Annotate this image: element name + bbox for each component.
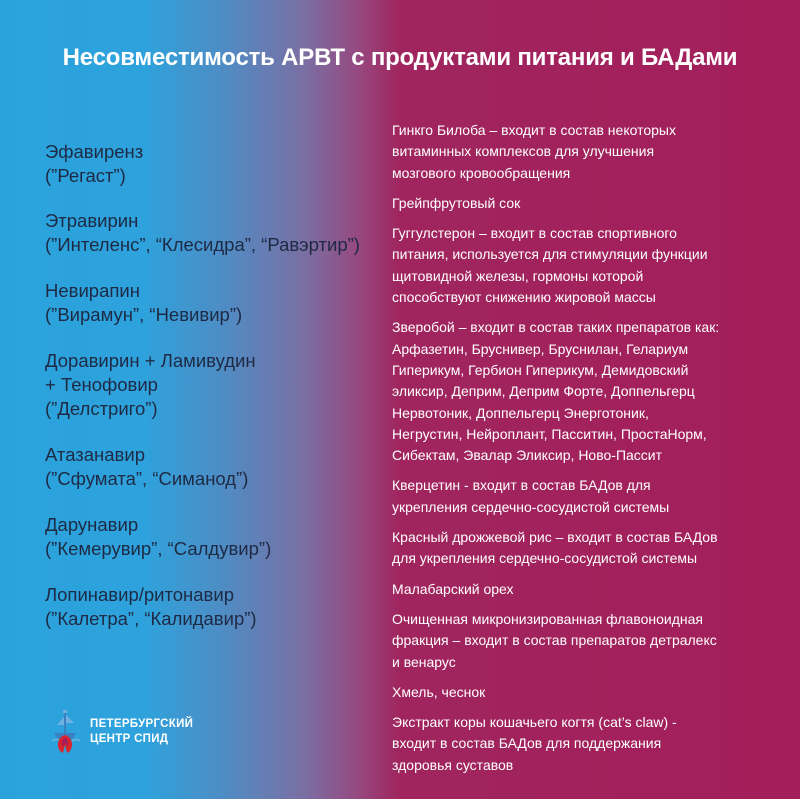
page-title: Несовместимость АРВТ с продуктами питания и БАДами (62, 44, 738, 71)
drug-line: (”Калетра”, “Калидавир”) (45, 608, 257, 629)
product-line: Арфазетин, Бруснивер, Бруснилан, Гелариум (392, 340, 689, 357)
product-line: щитовидной железы, гормоны которой (392, 267, 644, 284)
logo-line: ПЕТЕРБУРГСКИЙ (90, 718, 194, 730)
product-line: входит в состав БАДов для поддержания (392, 735, 662, 752)
drug-line: Эфавиренз (45, 141, 144, 162)
product-item (392, 120, 792, 184)
drug-line: Этравирин (45, 210, 139, 231)
product-line: здоровья суставов (392, 756, 514, 773)
product-item (392, 223, 792, 308)
product-line: способствуют снижению жировой массы (392, 289, 656, 306)
spb-aids-center-logo (48, 707, 248, 757)
product-line: Красный дрожжевой рис – входит в состав БАДов (392, 529, 718, 546)
drug-item (45, 443, 375, 491)
drug-line: Невирапин (45, 280, 140, 301)
product-line: Грейпфрутовый сок (392, 194, 521, 211)
drug-line: (”Кемерувир”, “Салдувир”) (45, 538, 272, 559)
drug-line: (”Вирамун”, “Невивир”) (45, 304, 243, 325)
drug-item (45, 349, 375, 421)
product-line: фракция – входит в состав препаратов детралекс (392, 632, 717, 649)
product-item (392, 527, 792, 570)
product-line: питания, используется для стимуляции функции (392, 246, 708, 263)
logo-text (90, 717, 193, 747)
drug-item (45, 140, 375, 188)
product-line: Гинкго Билоба – входит в состав некоторых (392, 122, 676, 138)
drug-line: Лопинавир/ритонавир (45, 584, 235, 605)
product-line: для укрепления сердечно-сосудистой системы (392, 550, 698, 567)
drug-line: Атазанавир (45, 444, 146, 465)
logo-line: ЦЕНТР СПИД (90, 733, 169, 745)
product-line: эликсир, Деприм, Деприм Форте, Доппельгерц (392, 383, 695, 400)
drug-line: (”Сфумата”, “Симанод”) (45, 468, 249, 489)
product-item (392, 475, 792, 518)
product-item (392, 193, 792, 214)
product-line: Сибектам, Эвалар Эликсир, Ново-Пассит (392, 447, 663, 464)
product-line: и венарус (392, 653, 456, 670)
drug-line: Дарунавир (45, 514, 139, 535)
product-line: мозгового кровообращения (392, 164, 571, 181)
product-line: Хмель, чеснок (392, 683, 486, 700)
drug-line: + Тенофовир (45, 374, 158, 395)
product-line: Кверцетин - входит в состав БАДов для (392, 477, 651, 494)
product-item (392, 609, 792, 673)
product-item (392, 682, 792, 703)
product-line: Нервотоник, Доппельгерц Энерготоник, (392, 404, 649, 421)
drug-line: (”Делстриго”) (45, 398, 158, 419)
product-line: витаминных комплексов для улучшения (392, 143, 655, 160)
product-line: Гуггулстерон – входит в состав спортивного (392, 225, 677, 242)
drug-list (45, 140, 375, 651)
product-line: Очищенная микронизированная флавоноидная (392, 610, 704, 627)
product-line: Гиперикум, Гербион Гиперикум, Демидовский (392, 361, 689, 378)
product-list (392, 120, 792, 785)
ship-red-ribbon-icon (48, 707, 82, 755)
drug-item (45, 279, 375, 327)
product-line: укрепления сердечно-сосудистой системы (392, 498, 670, 515)
product-line: Зверобой – входит в состав таких препаратов как: (392, 319, 720, 336)
product-line: Негрустин, Нейроплант, Пасситин, ПростаНорм, (392, 425, 707, 442)
drug-line: Доравирин + Ламивудин (45, 350, 256, 371)
product-item (392, 712, 792, 776)
drug-line: (”Интеленс”, “Клесидра”, “Равэртир”) (45, 234, 360, 255)
product-line: Экстракт коры кошачьего когтя (cat’s claw) - (392, 714, 677, 731)
drug-line: (”Регаст”) (45, 165, 126, 186)
drug-item (45, 209, 375, 257)
product-item (392, 317, 792, 466)
drug-item (45, 583, 375, 631)
drug-item (45, 513, 375, 561)
product-item (392, 579, 792, 600)
product-line: Малабарский орех (392, 580, 514, 597)
